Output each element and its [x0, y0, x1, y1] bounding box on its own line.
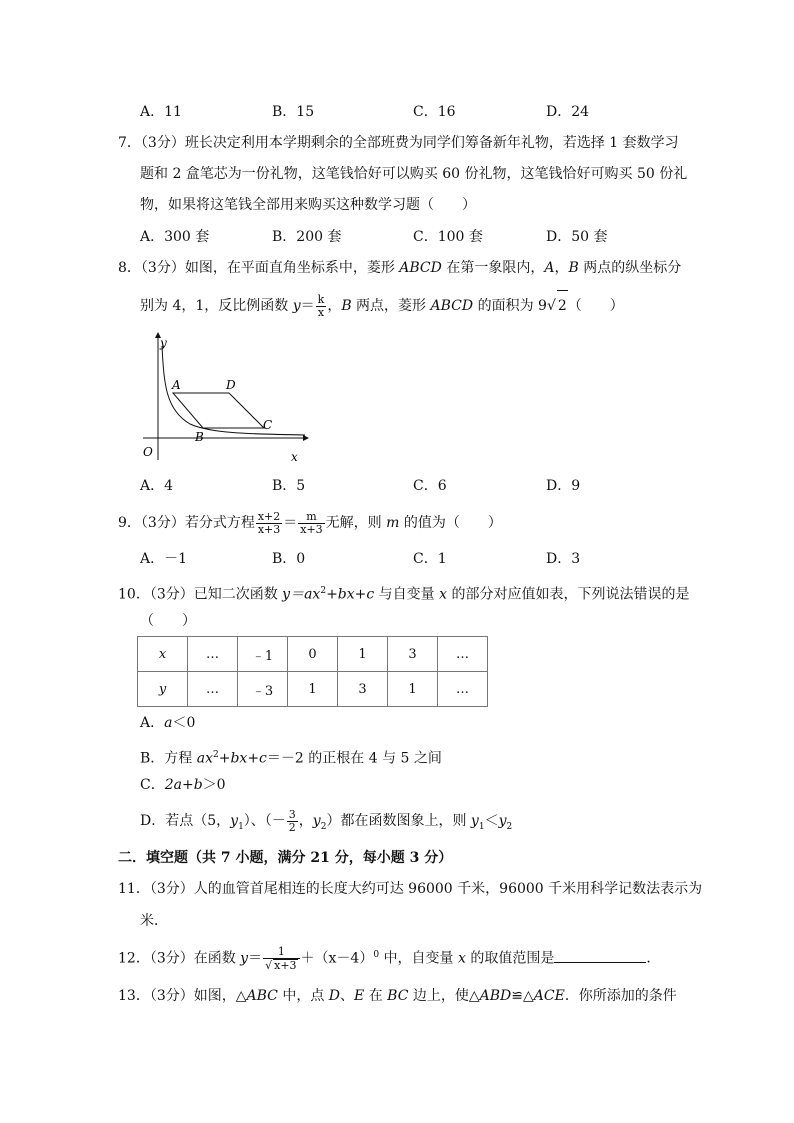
q13-point-e: E: [354, 988, 365, 1004]
table-cell: 3: [388, 637, 438, 672]
q12-var-x: x: [457, 950, 466, 967]
q9-line: [118, 508, 678, 540]
q9-lhs-den: x+3: [257, 522, 281, 536]
rhombus-abcd: [173, 393, 264, 428]
q6-option-c[interactable]: C．16: [413, 104, 456, 120]
q12-text: ＋（x－4）: [300, 950, 374, 967]
q9-lhs-fraction: [256, 511, 282, 536]
q8-option-c[interactable]: C．6: [413, 478, 447, 494]
q8-text: 8．（3分）如图，在平面直角坐标系中，菱形: [118, 260, 400, 276]
y-axis-label: y: [160, 336, 167, 350]
q13-text: 中，点: [277, 988, 329, 1004]
point-d-label: D: [226, 378, 236, 392]
q8-line-1: [118, 258, 682, 280]
q13-text: 边上，使△: [408, 988, 480, 1004]
q10-option-d[interactable]: [140, 806, 700, 838]
q12-text: ．: [646, 950, 661, 967]
q7-line-3: 物，如果将这笔钱全部用来购买这种数学习题（ ）: [140, 197, 476, 213]
q6-option-b[interactable]: B．15: [272, 104, 315, 120]
q8-text: ，: [327, 298, 342, 314]
sqrt-icon: √: [265, 958, 273, 972]
origin-label: O: [143, 445, 153, 459]
table-cell: …: [188, 672, 238, 707]
table-cell: 1: [388, 672, 438, 707]
q8-text: 的面积为 9: [473, 298, 547, 314]
q9-text: 无解，则: [325, 515, 387, 531]
q12-eq: ＝: [248, 950, 263, 967]
point-a-label: A: [172, 378, 181, 392]
q8-point-a: A: [544, 260, 555, 276]
q10-opt-fraction: [287, 809, 298, 834]
question-12: [118, 939, 678, 973]
q8-line-2: [140, 290, 700, 320]
q10-opt-text: ，: [298, 813, 313, 829]
q9-rhs-num: m: [298, 511, 324, 524]
q8-sqrt-value: 2: [557, 290, 568, 321]
q12-frac-den: [263, 959, 299, 972]
table-cell: ﹣1: [238, 637, 288, 672]
q9-option-d[interactable]: D．3: [546, 551, 581, 567]
q13-text: 13．（3分）如图，△: [118, 988, 247, 1004]
q12-frac-num: 1: [263, 946, 299, 959]
q10-opt-sub: 2: [320, 821, 327, 832]
q10-text: 10．（3分）已知二次函数: [118, 586, 283, 603]
table-row: [138, 672, 488, 707]
q8-option-b[interactable]: B．5: [272, 478, 306, 494]
q10-opt-sub: 2: [506, 821, 513, 832]
q12-sqrt-arg: x+3: [274, 958, 297, 972]
q8-point-b: B: [568, 260, 579, 276]
q10-line-2: （ ）: [140, 613, 196, 629]
q8-text: ，: [554, 260, 569, 276]
x-axis-arrow-icon: [303, 435, 309, 441]
q10-opt-expr: 2a+b: [164, 777, 203, 793]
table-row: [138, 637, 488, 672]
q12-var-y: y: [240, 950, 249, 967]
q10-opt-sub: 1: [238, 821, 244, 832]
point-c-label: C: [263, 418, 273, 432]
point-b-label: B: [195, 430, 204, 444]
q13-text: 在: [364, 988, 388, 1004]
q11-line-2: 米．: [140, 913, 168, 929]
q10-func: y＝ax: [282, 586, 321, 603]
question-13: [118, 986, 678, 1008]
q10-opt-label: C．: [140, 777, 165, 793]
q10-frac-den: 2: [288, 820, 296, 834]
q12-text: 中，自变量: [379, 950, 458, 967]
q9-var-m: m: [386, 515, 400, 531]
q7-option-d[interactable]: D．50 套: [546, 229, 608, 245]
q7-line-1: 7．（3分）班长决定利用本学期剩余的全部班费为同学们筹备新年礼物，若选择 1 套数学习: [118, 135, 679, 151]
q8-figure: [135, 330, 310, 465]
q10-opt-text: ＜: [484, 813, 499, 829]
table-cell: …: [438, 637, 488, 672]
q9-text: 9．（3分）若分式方程: [118, 515, 255, 531]
q10-opt-text: ＞0: [202, 777, 226, 793]
table-cell: 0: [288, 637, 338, 672]
q13-side-bc: BC: [387, 988, 409, 1004]
q10-opt-expr: ax: [196, 750, 213, 767]
q10-value-table: [137, 636, 488, 707]
q10-opt-var: y: [312, 813, 321, 829]
q10-option-c[interactable]: [140, 775, 700, 797]
table-cell: 1: [288, 672, 338, 707]
q7-option-b[interactable]: B．200 套: [272, 229, 342, 245]
q7-option-c[interactable]: C．100 套: [413, 229, 483, 245]
q10-opt-text: ）、（－: [243, 813, 286, 829]
q8-eq: ＝: [300, 298, 315, 314]
q9-rhs-den: x+3: [300, 522, 323, 536]
q8-rhombus-name: ABCD: [399, 260, 442, 276]
q8-text: 两点的纵坐标分: [578, 260, 682, 276]
q10-opt-text: ＜0: [172, 715, 196, 731]
q8-text: 在第一象限内，: [441, 260, 545, 276]
q10-opt-expr: +bx+c: [218, 750, 267, 767]
q10-opt-sub: 1: [478, 821, 485, 832]
q8-frac-num: k: [317, 292, 325, 306]
q8-rhombus-name: ABCD: [430, 298, 474, 314]
q6-option-d[interactable]: D．24: [546, 104, 590, 120]
q8-option-d[interactable]: D．9: [546, 478, 581, 494]
q10-opt-expr: a: [164, 715, 173, 731]
q13-triangle: ABC: [246, 988, 278, 1004]
section-2-title: 二．填空题（共 7 小题，满分 21 分，每小题 3 分）: [118, 850, 453, 866]
q8-option-a[interactable]: A．4: [140, 478, 174, 494]
q9-lhs-num: x+2: [257, 509, 281, 523]
q12-exp: 0: [373, 950, 380, 960]
table-cell: ﹣3: [238, 672, 288, 707]
q13-text: 、: [340, 988, 355, 1004]
q13-triangle-abd: ABD: [479, 988, 512, 1004]
table-cell: x: [138, 637, 188, 672]
q10-func: +bx+c: [326, 586, 375, 603]
q9-text: 的值为（ ）: [399, 515, 502, 531]
q9-rhs-fraction: [298, 511, 324, 536]
q9-eq: ＝: [283, 515, 298, 531]
q8-point-b: B: [341, 298, 352, 314]
q8-text: （ ）: [567, 298, 624, 314]
q9-option-a[interactable]: A．－1: [140, 551, 188, 567]
q12-answer-blank[interactable]: [554, 948, 646, 963]
x-axis-label: x: [291, 450, 298, 464]
q9-option-b[interactable]: B．0: [272, 551, 306, 567]
q10-option-b[interactable]: [140, 745, 700, 767]
q6-option-a[interactable]: A．11: [140, 104, 182, 120]
q8-frac-den: x: [317, 305, 325, 319]
q13-text: ≌△: [511, 988, 534, 1004]
q10-option-a[interactable]: [140, 713, 700, 735]
q10-opt-text: ）都在函数图象上，则: [326, 813, 471, 829]
q9-option-c[interactable]: C．1: [413, 551, 447, 567]
q8-var-y: y: [292, 298, 301, 314]
q10-var-x: x: [439, 586, 448, 603]
q10-opt-text: B．方程: [140, 750, 197, 767]
q10-opt-var: y: [498, 813, 507, 829]
q8-text: 别为 4，1，反比例函数: [140, 298, 293, 314]
q10-frac-num: 3: [288, 807, 296, 821]
table-cell: …: [438, 672, 488, 707]
table-cell: 3: [338, 672, 388, 707]
q13-triangle-ace: ACE: [533, 988, 565, 1004]
q11-line-1: 11．（3分）人的血管首尾相连的长度大约可达 96000 千米，96000 千米用科学记数法表示为: [118, 881, 703, 897]
q10-opt-var: y: [470, 813, 479, 829]
q10-opt-exp: 2: [213, 750, 219, 760]
q10-opt-var: y: [230, 813, 239, 829]
q10-line-1: [118, 581, 690, 603]
q8-text: 两点，菱形: [351, 298, 431, 314]
q10-text: 与自变量: [374, 586, 440, 603]
q13-text: ．你所添加的条件: [564, 988, 677, 1004]
q10-opt-text: D．若点（5，: [140, 813, 231, 829]
q10-opt-text: ＝－2 的正根在 4 与 5 之间: [266, 750, 442, 767]
table-cell: …: [188, 637, 238, 672]
q10-func-exp: 2: [320, 586, 327, 596]
q7-line-2: 题和 2 盒笔芯为一份礼物，这笔钱恰好可以购买 60 份礼物，这笔钱恰好可购买 50 份礼: [140, 166, 688, 182]
q13-point-d: D: [328, 988, 341, 1004]
table-cell: 1: [338, 637, 388, 672]
q10-opt-label: A．: [140, 715, 165, 731]
q8-fraction: [316, 294, 327, 319]
q7-option-a[interactable]: A．300 套: [140, 229, 210, 245]
q12-text: 的取值范围是: [465, 950, 555, 967]
q10-text: 的部分对应值如表，下列说法错误的是: [447, 586, 690, 603]
table-cell: y: [138, 672, 188, 707]
q12-fraction: [263, 946, 299, 972]
sqrt-icon: √: [546, 298, 556, 314]
q12-text: 12．（3分）在函数: [118, 950, 241, 967]
